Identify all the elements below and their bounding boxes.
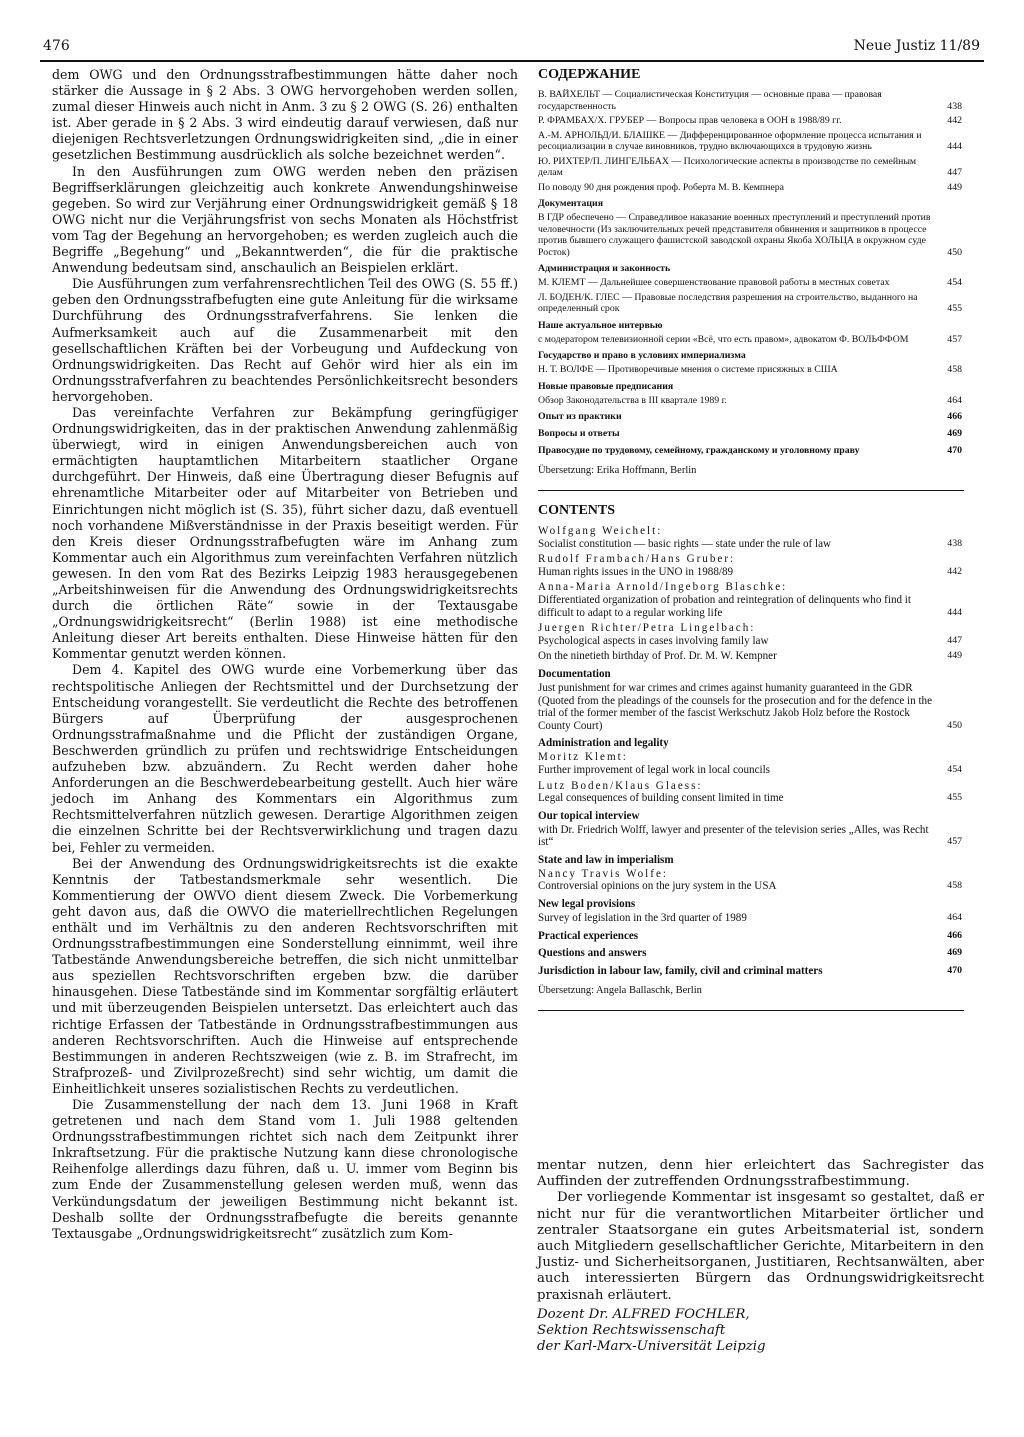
toc-section-title: Правосудие по трудовому, семейному, гражданскому и уголовному праву (538, 445, 860, 456)
toc-entry (538, 824, 964, 849)
toc-entry (538, 780, 964, 805)
toc-entry (538, 868, 964, 893)
toc-entry (538, 212, 964, 258)
article-paragraph: Dem 4. Kapitel des OWG wurde eine Vorbemerkung über das rechtspolitische Anliegen der Rechtsmittel und der Durchsetzung der Entscheidung vorangestellt. Sie verdeutlicht die Rechte des betroffenen Bürgers auf Überprüfung der ausgesprochenen Ordnungsstrafmaßnahme und die Pflicht der zuständigen Organe, Beschwerden gründlich zu prüfen und rechtswidrige Entscheidungen aufzuheben bzw. abzuändern. Zu Recht werden daher hohe Anforderungen an die Beschwerdebearbeitung gestellt. Auch hier wäre jedoch im Anhang des Kommentars ein Algorithmus zum Rechtsmittelverfahren nützlich gewesen. Derartige Algorithmen zeigen die einzelnen Schritte bei der Rechtsverwirklichung und tragen dazu bei, Fehler zu vermeiden. (52, 662, 518, 855)
toc-page-number: 444 (947, 141, 962, 152)
toc-entry-text: Human rights issues in the UNO in 1988/89 (538, 565, 734, 578)
toc-entry-text: Survey of legislation in the 3rd quarter of 1989 (538, 912, 747, 925)
toc-page-number: 470 (947, 445, 962, 456)
toc-page-number: 447 (947, 634, 962, 646)
article-paragraph: Die Zusammenstellung der nach dem 13. Juni 1968 in Kraft getretenen und nach dem Stand vom 1. Juli 1988 geltenden Ordnungsstrafbestimmungen richtet sich nach dem Zeitpunkt ihrer Inkraftsetzung. Für die praktische Nutzung kann diese chronologische Reihenfolge allerdings dazu führen, daß u. U. immer vom Beginn bis zum Ende der Zusammenstellung gelesen werden muß, wenn das Verkündungsdatum der jeweiligen Bestimmung nicht bekannt ist. Deshalb sollte der Ordnungsstrafbefugte die bereits genannte Textausgabe „Ordnungswidrigkeitsrecht“ zusätzlich zum Kom- (52, 1097, 518, 1241)
toc-entry (538, 395, 964, 407)
toc-entry-text: with Dr. Friedrich Wolff, lawyer and presenter of the television series „Alles, was Recht ist“ (538, 823, 929, 849)
toc-page-number: 470 (947, 964, 962, 976)
toc-entry (538, 89, 964, 112)
toc-page-number: 449 (947, 181, 962, 193)
toc-entry-text: Обзор Законодательства в III квартале 1989 г. (538, 394, 727, 406)
toc-section-title: Государство и право в условиях империализма (538, 350, 746, 361)
toc-section-title: Вопросы и ответы (538, 428, 620, 439)
toc-page-number: 454 (947, 277, 962, 288)
toc-section-title: Опыт из практики (538, 411, 622, 422)
section-divider (538, 1010, 964, 1011)
toc-entry (538, 912, 964, 925)
article-paragraph: Der vorliegende Kommentar ist insgesamt so gestaltet, daß er nicht nur für die verantwortlichen Mitarbeiter örtlicher und zentraler Staatsorgane ein gutes Arbeitsmaterial ist, sondern auch Mitgliedern gesellschaftlicher Gerichte, Mitarbeitern in den Justiz- und Sicherheitsorganen, Justitiaren, Rechtsanwälten, aber auch interessierten Bürgern das Ordnungswidrigkeitsrecht praxisnah erläutert. (537, 1190, 984, 1303)
toc-entry-text: Psychological aspects in cases involving family law (538, 634, 769, 647)
toc-section-title: Our topical interview (538, 809, 640, 822)
article-paragraph: Bei der Anwendung des Ordnungswidrigkeitsrechts ist die exakte Kenntnis der Tatbestandsmerkmale sehr wesentlich. Die Kommentierung der OWVO dient diesem Zweck. Die Vorbemerkung geht davon aus, daß die OWVO die materiellrechtlichen Regelungen enthält und im Verhältnis zu den anderen Rechtsvorschriften mit Ordnungsstrafbestimmungen eine Sonderstellung einnimmt, weil ihre Tatbestände Anwendungsbereiche betreffen, die sich nicht unmittelbar aus speziellen Rechtsvorschriften ergeben bzw. die darüber hinausgehen. Diese Tatbestände sind im Kommentar sorgfältig erläutert und mit überzeugenden Beispielen untersetzt. Das erleichtert auch das richtige Erfassen der Tatbestände in Ordnungsstrafbestimmungen aus anderen Rechtsvorschriften. Auch die Hinweise auf entsprechende Bestimmungen in anderen Rechtszweigen (wie z. B. im Strafrecht, im Strafprozeß- und Zivilprozeßrecht) sind sehr wichtig, um damit die Einheitlichkeit unseres sozialistischen Rechts zu verdeutlichen. (52, 855, 518, 1096)
toc-page-number: 455 (947, 792, 962, 804)
toc-entry (538, 751, 964, 776)
translation-credit: Übersetzung: Erika Hoffmann, Berlin (538, 465, 697, 476)
toc-section-title: Documentation (538, 667, 611, 680)
toc-entry-text: Л. БОДЕН/К. ГЛЕС — Правовые последствия разрешения на строительство, выданного на определенный срок (538, 291, 918, 314)
toc-section-title: State and law in imperialism (538, 853, 674, 866)
toc-entry-text: Legal consequences of building consent limited in time (538, 792, 784, 805)
toc-section-title: Документация (538, 198, 603, 209)
toc-author: Anna-Maria Arnold/Ingeborg Blaschke: (538, 581, 788, 594)
toc-en-heading: CONTENTS (538, 503, 616, 518)
toc-entry (538, 581, 964, 619)
toc-entry-text: Ю. РИХТЕР/П. ЛИНГЕЛЬБАХ — Психологические аспекты в производстве по семейным делам (538, 155, 917, 178)
header-rule (40, 60, 984, 62)
toc-page-number: 454 (947, 763, 962, 775)
toc-section-title: Наше актуальное интервью (538, 319, 663, 331)
toc-entry (538, 622, 964, 647)
toc-page-number: 466 (947, 411, 962, 422)
toc-section-title: Jurisdiction in labour law, family, civil and criminal matters (538, 964, 823, 977)
toc-entry (538, 947, 964, 960)
toc-entry-text: On the ninetieth birthday of Prof. Dr. M. W. Kempner (538, 650, 777, 663)
toc-entry (538, 553, 964, 578)
toc-entry (538, 182, 964, 194)
toc-entry (538, 130, 964, 153)
toc-entry (538, 445, 964, 457)
article-continuation (537, 1158, 984, 1355)
toc-section-title: Новые правовые предписания (538, 380, 674, 392)
toc-section-title: Questions and answers (538, 947, 647, 960)
toc-entry (538, 115, 964, 127)
journal-title: Neue Justiz 11/89 (853, 38, 980, 54)
translation-credit: Übersetzung: Angela Ballaschk, Berlin (538, 985, 702, 997)
toc-page-number: 444 (947, 606, 962, 618)
toc-entry (538, 292, 964, 315)
toc-page-number: 438 (947, 537, 962, 549)
toc-entry (538, 965, 964, 978)
toc-page-number: 469 (947, 947, 962, 959)
toc-entry-text: М. КЛЕМТ — Дальнейшее совершенствование правовой работы в местных советах (538, 277, 890, 288)
toc-page-number: 449 (947, 650, 962, 662)
toc-entry-text: Socialist constitution — basic rights — state under the rule of law (538, 537, 832, 550)
toc-author: Nancy Travis Wolfe: (538, 867, 668, 880)
article-paragraph: Die Ausführungen zum verfahrensrechtlichen Teil des OWG (S. 55 ff.) geben den Ordnungsstrafbefugten eine gute Anleitung für die wirksame Durchführung des Ordnungsstrafverfahrens. Sie lenken die Aufmerksamkeit auch auf die Zusammenarbeit mit den gesellschaftlichen Kräften bei der Vorbeugung und Aufdeckung von Ordnungswidrigkeiten. Das Recht auf Gehör wird hier als ein im Ordnungsstrafverfahren zu beachtendes Persönlichkeitsrecht besonders hervorgehoben. (52, 276, 518, 404)
toc-entry-text: По поводу 90 дня рождения проф. Роберта М. В. Кемпнера (538, 181, 784, 193)
article-paragraph: mentar nutzen, denn hier erleichtert das Sachregister das Auffinden der zutreffenden Ordnungsstrafbestimmung. (537, 1158, 984, 1190)
toc-section-title: Администрация и законность (538, 263, 671, 274)
toc-entry (538, 156, 964, 179)
toc-entry (538, 650, 964, 663)
toc-author: Moritz Klemt: (538, 751, 628, 764)
toc-section-title: New legal provisions (538, 898, 636, 911)
toc-entry-text: Further improvement of legal work in local councils (538, 763, 770, 776)
toc-page-number: 438 (947, 100, 962, 112)
section-divider (538, 490, 964, 491)
toc-section-title: Administration and legality (538, 737, 669, 750)
toc-page-number: 458 (947, 880, 962, 892)
toc-entry-text: Differentiated organization of probation and reintegration of delinquents who find it difficult to adapt to a regular working life (538, 593, 911, 619)
article-paragraph: In den Ausführungen zum OWG werden neben den präzisen Begriffserklärungen gleichzeitig auch konkrete Anwendungshinweise gegeben. So wird zur Verjährung einer Ordnungswidrigkeit gemäß § 18 OWG nicht nur die Verjährungsfrist von sechs Monaten als Höchstfrist vom Tag der Begehung an hervorgehoben; es werden zugleich auch die Begriffe „Begehung“ und „Bekanntwerden“, die für die praktische Anwendung bedeutsam sind, anschaulich an Beispielen erklärt. (52, 163, 518, 276)
article-paragraph: Das vereinfachte Verfahren zur Bekämpfung geringfügiger Ordnungswidrigkeiten, das in der praktischen Anwendung zahlenmäßig überwiegt, wird in einigen Anwendungsbereichen auch von ermächtigten hauptamtlichen Mitarbeitern staatlicher Organe durchgeführt. Der Hinweis, daß eine Übertragung dieser Befugnis auf ehrenamtliche Mitarbeiter oder auf Mitarbeiter von Betrieben und Einrichtungen nicht möglich ist (S. 35), führt sicher dazu, daß eventuell noch vorhandene Mißverständnisse in der Praxis beseitigt werden. Für den Kreis dieser Ordnungsstrafbefugten wäre im Anhang zum Kommentar auch ein Algorithmus zum vereinfachten Verfahren nützlich gewesen. In den vom Rat des Bezirks Leipzig 1983 herausgegebenen „Arbeitshinweisen für die Anwendung des Ordnungswidrigkeitsrechts durch die örtlichen Räte“ sowie in der Textausgabe „Ordnungswidrigkeitsrecht“ (Berlin 1988) ist eine methodische Anleitung dieser Art bereits enthalten. Diese Hinweise hätten für den Kommentar genutzt werden können. (52, 404, 518, 662)
page-header (0, 38, 1024, 60)
toc-page-number: 464 (947, 394, 962, 406)
toc-entry-text: В ГДР обеспечено — Справедливое наказание военных преступлений и преступлений против человечности (Из заключительных речей представителя обвинения и защитников в процессе против бывшего служащего фашистской заводской охраны Якоба ХОЛЬЦА в окружном суде Росток) (538, 212, 931, 258)
toc-entry-text: Controversial opinions on the jury system in the USA (538, 880, 777, 893)
toc-entry (538, 411, 964, 423)
toc-entry (538, 277, 964, 289)
toc-page-number: 442 (947, 115, 962, 126)
toc-author: Wolfgang Weichelt: (538, 525, 663, 537)
toc-entry-text: с модератором телевизионной серии «Всё, что есть правом», адвокатом Ф. ВОЛЬФФОМ (538, 333, 909, 345)
signature-line: der Karl-Marx-Universität Leipzig (537, 1338, 766, 1354)
toc-ru-heading: СОДЕРЖАНИЕ (538, 67, 641, 82)
signature-line: Sektion Rechtswissenschaft (537, 1322, 726, 1338)
toc-page-number: 457 (947, 836, 962, 848)
toc-page-number: 464 (947, 912, 962, 924)
contents-column (538, 67, 964, 1023)
toc-author: Rudolf Frambach/Hans Gruber: (538, 553, 736, 566)
toc-entry-text: Р. ФРАМБАХ/Х. ГРУБЕР — Вопросы прав человека в ООН в 1988/89 гг. (538, 115, 842, 126)
toc-page-number: 458 (947, 364, 962, 375)
toc-section-title: Practical experiences (538, 929, 639, 942)
toc-page-number: 455 (947, 303, 962, 314)
signature-line: Dozent Dr. ALFRED FOCHLER, (537, 1306, 750, 1322)
toc-entry (538, 334, 964, 346)
toc-entry-text: А.-М. АРНОЛЬД/И. БЛАШКЕ — Дифференцированное оформление процесса испытания и ресоциализации в случае виновников, трудно включающихся в трудовую жизнь (538, 129, 922, 152)
toc-author: Lutz Boden/Klaus Glaess: (538, 779, 703, 792)
toc-author: Juergen Richter/Petra Lingelbach: (538, 622, 756, 635)
toc-entry (538, 364, 964, 376)
toc-entry (538, 682, 964, 732)
toc-entry (538, 525, 964, 550)
toc-page-number: 442 (947, 565, 962, 577)
toc-entry-text: Just punishment for war crimes and crimes against humanity guaranteed in the GDR (Quoted from the pleadings of the counsels for the prosecution and for the defence in the trial of the former member of the fascist Werkschutz Jakob Holz before the Rostock County Court) (538, 681, 933, 732)
toc-page-number: 466 (947, 929, 962, 941)
toc-entry-text: Н. Т. ВОЛФЕ — Противоречивые мнения о системе присяжных в США (538, 364, 838, 375)
page-number: 476 (43, 38, 70, 54)
article-column (52, 67, 518, 1242)
toc-page-number: 447 (947, 167, 962, 178)
toc-english (538, 503, 964, 996)
toc-page-number: 450 (947, 246, 962, 258)
toc-russian (538, 67, 964, 476)
article-paragraph: dem OWG und den Ordnungsstrafbestimmungen hätte daher noch stärker die Aussage in § 2 Abs. 3 OWG hervorgehoben werden sollen, zumal dieser Hinweis auch nicht in Anm. 3 zu § 2 OWG (S. 26) enthalten ist. Aber gerade in § 2 Abs. 3 wird eindeutig darauf verwiesen, daß nur diejenigen Rechtsverletzungen Ordnungswidrigkeiten sind, „die in einer gesetzlichen Bestimmung ausdrücklich als solche bezeichnet werden“. (52, 67, 518, 163)
author-signature (537, 1307, 984, 1355)
toc-page-number: 450 (947, 719, 962, 731)
toc-entry (538, 930, 964, 943)
toc-page-number: 469 (947, 428, 962, 439)
toc-entry (538, 428, 964, 440)
toc-page-number: 457 (947, 333, 962, 345)
toc-entry-text: В. ВАЙХЕЛЬТ — Социалистическая Конституция — основные права — правовая государственность (538, 89, 882, 112)
